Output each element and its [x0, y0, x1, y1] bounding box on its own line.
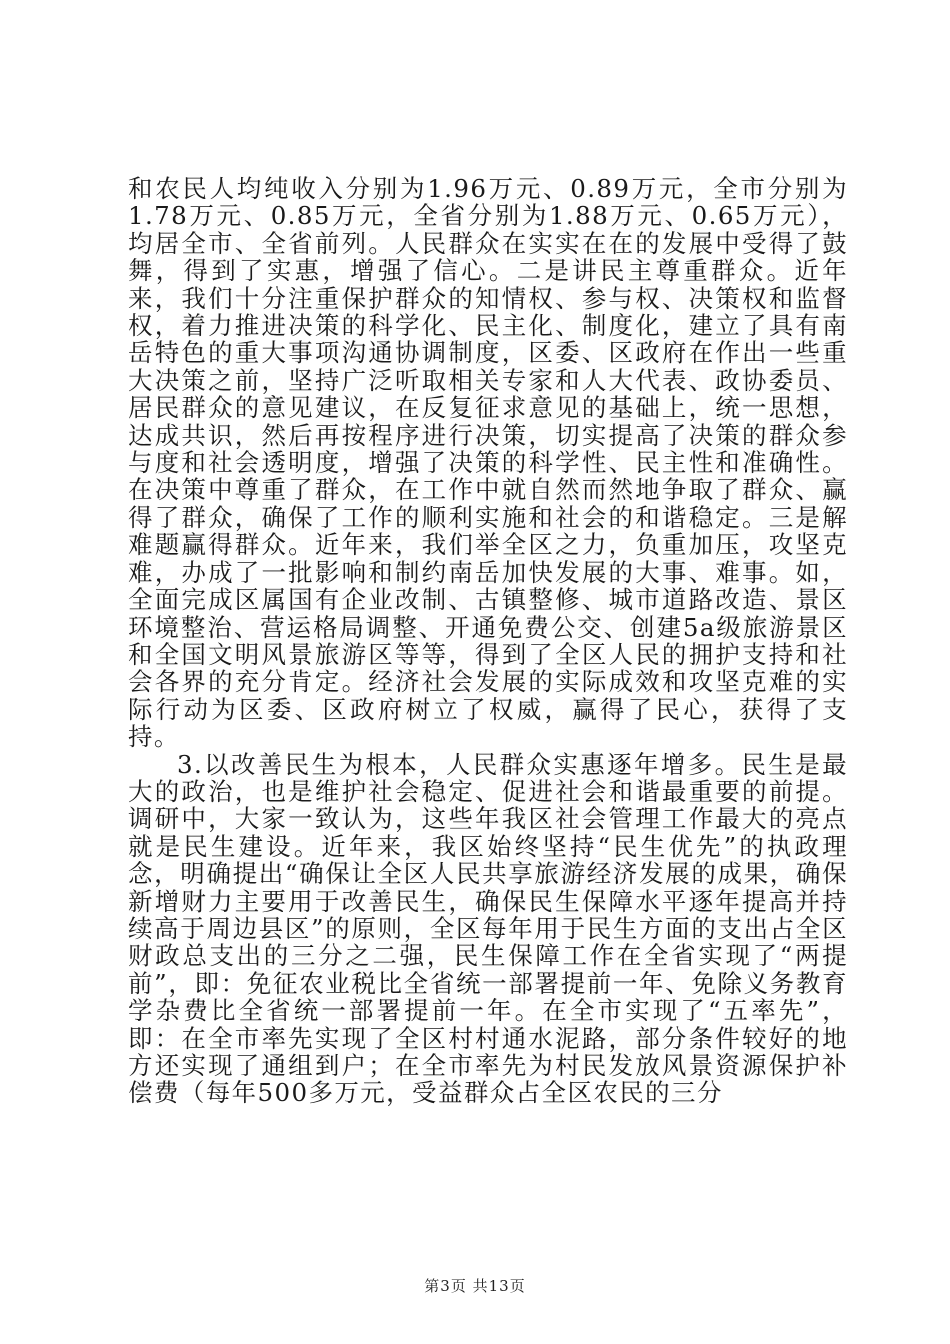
paragraph-section-3: 3.以改善民生为根本，人民群众实惠逐年增多。民生是最大的政治，也是维护社会稳定、促进社会和谐最重要的前提。调研中，大家一致认为，这些年我区社会管理工作最大的亮点就是民生建设。近年来，我区始终坚持“民生优先”的执政理念，明确提出“确保让全区人民共享旅游经济发展的成果，确保新增财力主要用于改善民生，确保民生保障水平逐年提高并持续高于周边县区”的原则，全区每年用于民生方面的支出占全区财政总支出的三分之二强，民生保障工作在全省实现了“两提前”，即：免征农业税比全省统一部署提前一年、免除义务教育学杂费比全省统一部署提前一年。在全市实现了“五率先”，即：在全市率先实现了全区村村通水泥路，部分条件较好的地方还实现了通组到户；在全市率先为村民发放风景资源保护补偿费（每年500多万元，受益群众占全区农民的三分	[128, 749, 848, 1108]
paragraph-continued: 和农民人均纯收入分别为1.96万元、0.89万元，全市分别为1.78万元、0.85万元，全省分别为1.88万元、0.65万元），均居全市、全省前列。人民群众在实实在在的发展中受得了鼓舞，得到了实惠，增强了信心。二是讲民主尊重群众。近年来，我们十分注重保护群众的知情权、参与权、决策权和监督权，着力推进决策的科学化、民主化、制度化，建立了具有南岳特色的重大事项沟通协调制度，区委、区政府在作出一些重大决策之前，坚持广泛听取相关专家和人大代表、政协委员、居民群众的意见建议，在反复征求意见的基础上，统一思想，达成共识，然后再按程序进行决策，切实提高了决策的群众参与度和社会透明度，增强了决策的科学性、民主性和准确性。在决策中尊重了群众，在工作中就自然而然地争取了群众、赢得了群众，确保了工作的顺利实施和社会的和谐稳定。三是解难题赢得群众。近年来，我们举全区之力，负重加压，攻坚克难，办成了一批影响和制约南岳加快发展的大事、难事。如，全面完成区属国有企业改制、古镇整修、城市道路改造、景区环境整治、营运格局调整、开通免费公交、创建5a级旅游景区和全国文明风景旅游区等等，得到了全区人民的拥护支持和社会各界的充分肯定。经济社会发展的实际成效和攻坚克难的实际行动为区委、区政府树立了权威，赢得了民心，获得了支持。	[128, 174, 848, 752]
document-body	[128, 175, 848, 1107]
page-footer: 第3页 共13页	[424, 1277, 526, 1295]
